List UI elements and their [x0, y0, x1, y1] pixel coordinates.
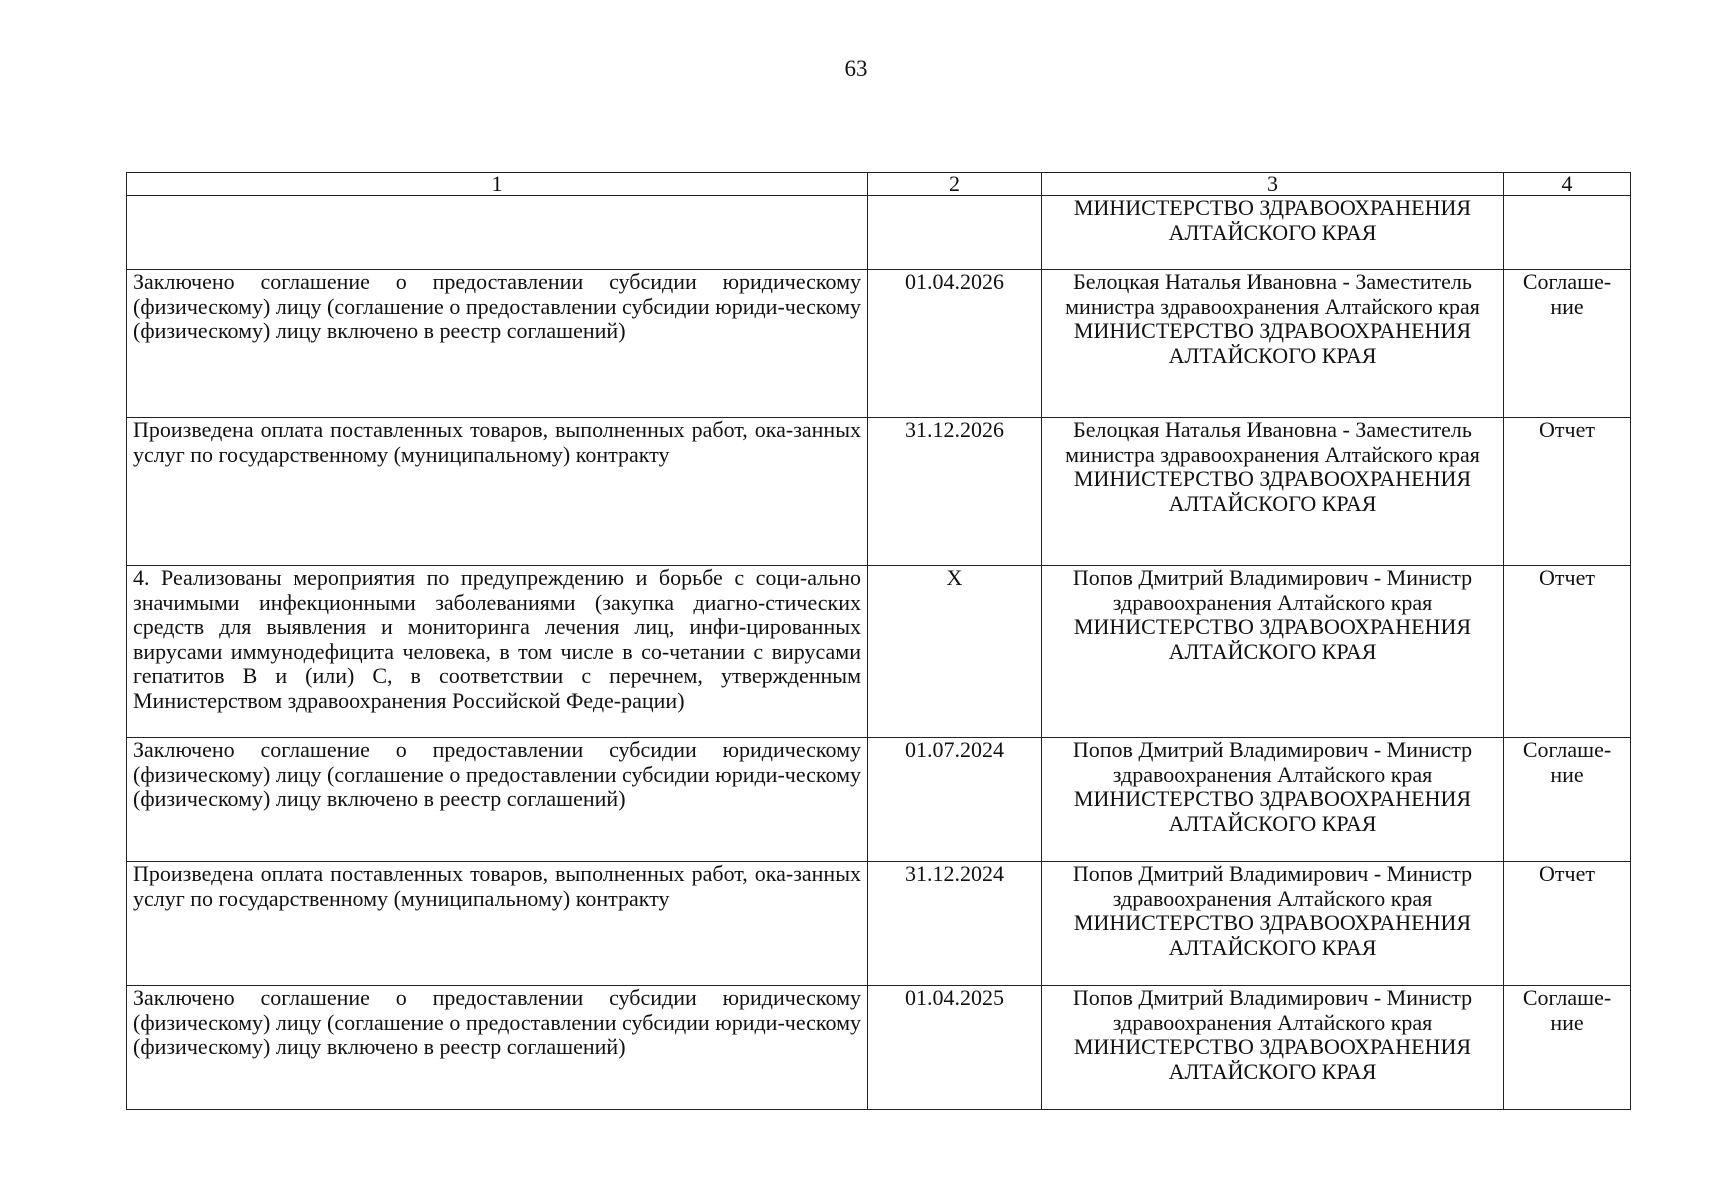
table-row: [127, 196, 1631, 270]
responsible-org: МИНИСТЕРСТВО ЗДРАВООХРАНЕНИЯ АЛТАЙСКОГО КРАЯ: [1073, 910, 1472, 960]
column-header-4: 4: [1504, 173, 1631, 196]
description-cell: [127, 196, 868, 270]
table-row: [127, 862, 1631, 986]
responsible-cell: [1042, 418, 1504, 566]
responsible-person: Попов Дмитрий Владимирович - Министр здравоохранения Алтайского края: [1072, 737, 1473, 787]
document-cell: Соглаше-ние: [1504, 270, 1631, 418]
responsible-cell: [1042, 986, 1504, 1110]
responsible-cell: [1042, 738, 1504, 862]
responsible-person: Попов Дмитрий Владимирович - Министр здравоохранения Алтайского края: [1072, 985, 1473, 1035]
responsible-person: Попов Дмитрий Владимирович - Министр здравоохранения Алтайского края: [1072, 861, 1473, 911]
document-cell: Соглаше-ние: [1504, 986, 1631, 1110]
responsible-cell: [1042, 566, 1504, 738]
responsible-org: МИНИСТЕРСТВО ЗДРАВООХРАНЕНИЯ АЛТАЙСКОГО КРАЯ: [1073, 466, 1472, 516]
responsible-org: МИНИСТЕРСТВО ЗДРАВООХРАНЕНИЯ АЛТАЙСКОГО КРАЯ: [1073, 195, 1472, 245]
document-cell: Отчет: [1504, 862, 1631, 986]
table-row: [127, 986, 1631, 1110]
date-cell: 01.04.2025: [868, 986, 1042, 1110]
responsible-org: МИНИСТЕРСТВО ЗДРАВООХРАНЕНИЯ АЛТАЙСКОГО КРАЯ: [1073, 318, 1472, 368]
table-row: [127, 418, 1631, 566]
document-cell: [1504, 196, 1631, 270]
date-cell: 01.07.2024: [868, 738, 1042, 862]
description-cell: Заключено соглашение о предоставлении субсидии юридическому (физическому) лицу (соглашение о предоставлении субсидии юриди-ческому (физическому) лицу включено в реестр соглашений): [127, 270, 868, 418]
date-cell: [868, 196, 1042, 270]
responsible-cell: [1042, 270, 1504, 418]
responsible-org: МИНИСТЕРСТВО ЗДРАВООХРАНЕНИЯ АЛТАЙСКОГО КРАЯ: [1073, 1034, 1472, 1084]
responsible-person: Попов Дмитрий Владимирович - Министр здравоохранения Алтайского края: [1072, 565, 1473, 615]
document-cell: Отчет: [1504, 566, 1631, 738]
responsible-org: МИНИСТЕРСТВО ЗДРАВООХРАНЕНИЯ АЛТАЙСКОГО КРАЯ: [1073, 614, 1472, 664]
responsible-person: Белоцкая Наталья Ивановна - Заместитель министра здравоохранения Алтайского края: [1065, 269, 1480, 319]
responsible-person: Белоцкая Наталья Ивановна - Заместитель министра здравоохранения Алтайского края: [1065, 417, 1480, 467]
responsible-cell: [1042, 196, 1504, 270]
column-header-1: 1: [127, 173, 868, 196]
description-cell: Заключено соглашение о предоставлении субсидии юридическому (физическому) лицу (соглашение о предоставлении субсидии юриди-ческому (физическому) лицу включено в реестр соглашений): [127, 738, 868, 862]
control-points-table: [126, 172, 1631, 1110]
description-cell: Заключено соглашение о предоставлении субсидии юридическому (физическому) лицу (соглашение о предоставлении субсидии юриди-ческому (физическому) лицу включено в реестр соглашений): [127, 986, 868, 1110]
column-header-2: 2: [868, 173, 1042, 196]
description-cell: 4. Реализованы мероприятия по предупреждению и борьбе с соци-ально значимыми инфекционными заболеваниями (закупка диагно-стических средств для выявления и мониторинга лечения лиц, инфи-цированных вирусами иммунодефицита человека, в том числе в со-четании с вирусами гепатитов B и (или) C, в соответствии с перечнем, утвержденным Министерством здравоохранения Российской Феде-рации): [127, 566, 868, 738]
document-cell: Отчет: [1504, 418, 1631, 566]
responsible-org: МИНИСТЕРСТВО ЗДРАВООХРАНЕНИЯ АЛТАЙСКОГО КРАЯ: [1073, 786, 1472, 836]
page-number: 63: [844, 56, 868, 81]
responsible-cell: [1042, 862, 1504, 986]
date-cell: X: [868, 566, 1042, 738]
table-row: [127, 270, 1631, 418]
table-row: [127, 566, 1631, 738]
date-cell: 31.12.2026: [868, 418, 1042, 566]
column-header-3: 3: [1042, 173, 1504, 196]
description-cell: Произведена оплата поставленных товаров, выполненных работ, ока-занных услуг по государственному (муниципальному) контракту: [127, 862, 868, 986]
date-cell: 31.12.2024: [868, 862, 1042, 986]
table-row: [127, 738, 1631, 862]
description-cell: Произведена оплата поставленных товаров, выполненных работ, ока-занных услуг по государственному (муниципальному) контракту: [127, 418, 868, 566]
date-cell: 01.04.2026: [868, 270, 1042, 418]
column-number-row: [127, 173, 1631, 196]
document-cell: Соглаше-ние: [1504, 738, 1631, 862]
